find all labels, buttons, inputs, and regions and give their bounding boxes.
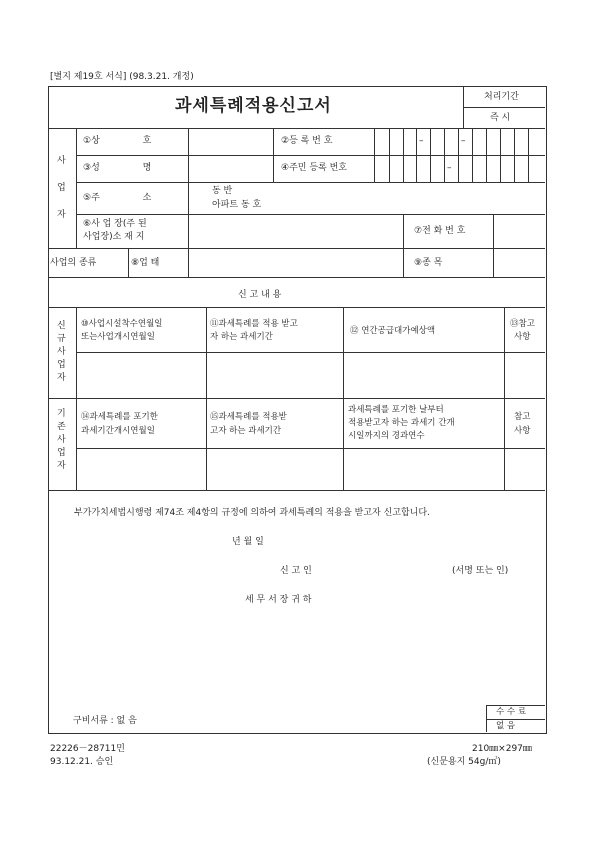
- remarks-label: 참고: [514, 412, 531, 422]
- divider: [463, 107, 545, 108]
- divider: [48, 490, 545, 491]
- form-frame: [48, 86, 547, 734]
- address-label: ⑤주 소: [83, 193, 152, 203]
- approval-date: 93.12.21. 승인: [50, 757, 114, 767]
- phone-label: ⑦전 화 번 호: [414, 226, 466, 236]
- signature-label: (서명 또는 인): [452, 566, 509, 576]
- divider: [76, 214, 545, 215]
- elapsed-years-label: 시일까지의 경과연수: [348, 431, 425, 441]
- reg-no-dash: –: [461, 136, 466, 146]
- fee-label: 수 수 료: [496, 707, 527, 717]
- digit-box: [486, 128, 487, 155]
- digit-box: [514, 128, 515, 155]
- section-label: 자: [57, 210, 66, 220]
- remarks-label: 사항: [514, 426, 531, 436]
- digit-box: [458, 155, 459, 182]
- tax-period-label: ⑪과세특례를 적용 받고: [210, 319, 298, 329]
- digit-box: [500, 155, 501, 182]
- date-line: 년 월 일: [232, 537, 264, 547]
- item-label: ⑨종 목: [414, 258, 443, 268]
- remarks-label: 사항: [514, 332, 531, 342]
- expected-supply-label: ⑫ 연간공급대가예상액: [350, 326, 436, 336]
- digit-box: [430, 155, 431, 182]
- divider: [403, 214, 404, 277]
- report-header: 신 고 내 용: [238, 290, 282, 300]
- section-label: 사: [57, 347, 66, 357]
- digit-box: [430, 128, 431, 155]
- reporter-label: 신 고 인: [280, 566, 312, 576]
- digit-box: [403, 128, 404, 155]
- addressee: 세 무 서 장 귀 하: [245, 595, 312, 605]
- digit-box: [528, 128, 529, 155]
- declaration-statement: 부가가치세법시행령 제74조 제4항의 규정에 의하여 과세특례의 적용을 받고자 신고합니다.: [74, 508, 430, 518]
- processing-period-label: 처리기간: [484, 92, 519, 102]
- waived-period-label: 과세기간개시연월일: [81, 426, 155, 436]
- representative-label: ③성 명: [83, 163, 152, 173]
- waived-period-label: ⑭과세특례를 포기한: [81, 412, 158, 422]
- apply-period-label: 고자 하는 과세기간: [210, 426, 282, 436]
- digit-box: [528, 155, 529, 182]
- divider: [48, 248, 545, 249]
- digit-box: [389, 155, 390, 182]
- divider: [76, 182, 545, 183]
- digit-box: [389, 128, 390, 155]
- digit-box: [514, 155, 515, 182]
- section-label: 업: [57, 360, 66, 370]
- fee-value: 없 음: [496, 721, 516, 731]
- divider: [76, 352, 545, 353]
- required-docs: 구비서류 : 없 음: [73, 716, 137, 726]
- processing-period-value: 즉 시: [490, 113, 511, 123]
- divider: [76, 448, 545, 449]
- reg-no-label: ②등 록 번 호: [281, 136, 333, 146]
- divider: [486, 705, 545, 706]
- address-line2: 아파트 동 호: [212, 200, 262, 210]
- resident-no-label: ④주민 등록 번호: [281, 163, 347, 173]
- start-date-label: 또는사업개시연월일: [81, 332, 155, 342]
- address-line1: 동 반: [212, 186, 233, 196]
- paper-size: 210㎜×297㎜: [472, 744, 532, 754]
- section-label: 사: [57, 435, 66, 445]
- digit-box: [472, 128, 473, 155]
- divider: [76, 128, 77, 248]
- category-label: ⑧업 태: [131, 258, 160, 268]
- divider: [493, 214, 494, 277]
- digit-box: [416, 155, 417, 182]
- digit-box: [458, 128, 459, 155]
- business-place-label: 사업장)소 재 지: [83, 232, 145, 242]
- remarks-label: ⑬참고: [510, 319, 535, 329]
- digit-box: [500, 128, 501, 155]
- digit-box: [416, 128, 417, 155]
- tax-period-label: 자 하는 과세기간: [210, 332, 273, 342]
- divider: [48, 277, 545, 278]
- digit-box: [444, 155, 445, 182]
- section-label: 규: [57, 334, 66, 344]
- divider: [374, 128, 375, 182]
- digit-box: [403, 155, 404, 182]
- divider: [486, 719, 545, 720]
- section-label: 존: [57, 422, 66, 432]
- divider: [188, 128, 189, 277]
- digit-box: [472, 155, 473, 182]
- section-label: 기: [57, 409, 66, 419]
- paper-weight: (신문용지 54g/㎡): [427, 757, 501, 767]
- business-place-label: ⑥사 업 장(주 된: [83, 219, 147, 229]
- section-label: 신: [57, 321, 66, 331]
- divider: [48, 307, 545, 308]
- section-label: 업: [57, 448, 66, 458]
- trade-name-label: ①상 호: [83, 136, 152, 146]
- form-reference: [별지 제19호 서식] (98.3.21. 개정): [50, 72, 194, 82]
- id-no-dash: –: [447, 163, 452, 173]
- elapsed-years-label: 과세특례를 포기한 날부터: [348, 405, 444, 415]
- form-code: 22226－28711민: [50, 744, 125, 754]
- digit-box: [444, 128, 445, 155]
- elapsed-years-label: 적용받고자 하는 과세기 간개: [348, 418, 455, 428]
- form-title: 과세특례적용신고서: [175, 96, 332, 116]
- apply-period-label: ⑮과세특례를 적용받: [210, 412, 287, 422]
- reg-no-dash: –: [419, 136, 424, 146]
- divider: [48, 398, 545, 399]
- section-label: 업: [57, 183, 66, 193]
- business-type-label: 사업의 종류: [50, 258, 97, 268]
- divider: [273, 128, 274, 182]
- divider: [48, 128, 545, 129]
- section-label: 자: [57, 373, 66, 383]
- digit-box: [486, 155, 487, 182]
- divider: [76, 155, 545, 156]
- divider: [128, 248, 129, 277]
- section-label: 자: [57, 461, 66, 471]
- section-label: 사: [57, 156, 66, 166]
- start-date-label: ⑩사업시설착수연월일: [81, 319, 163, 329]
